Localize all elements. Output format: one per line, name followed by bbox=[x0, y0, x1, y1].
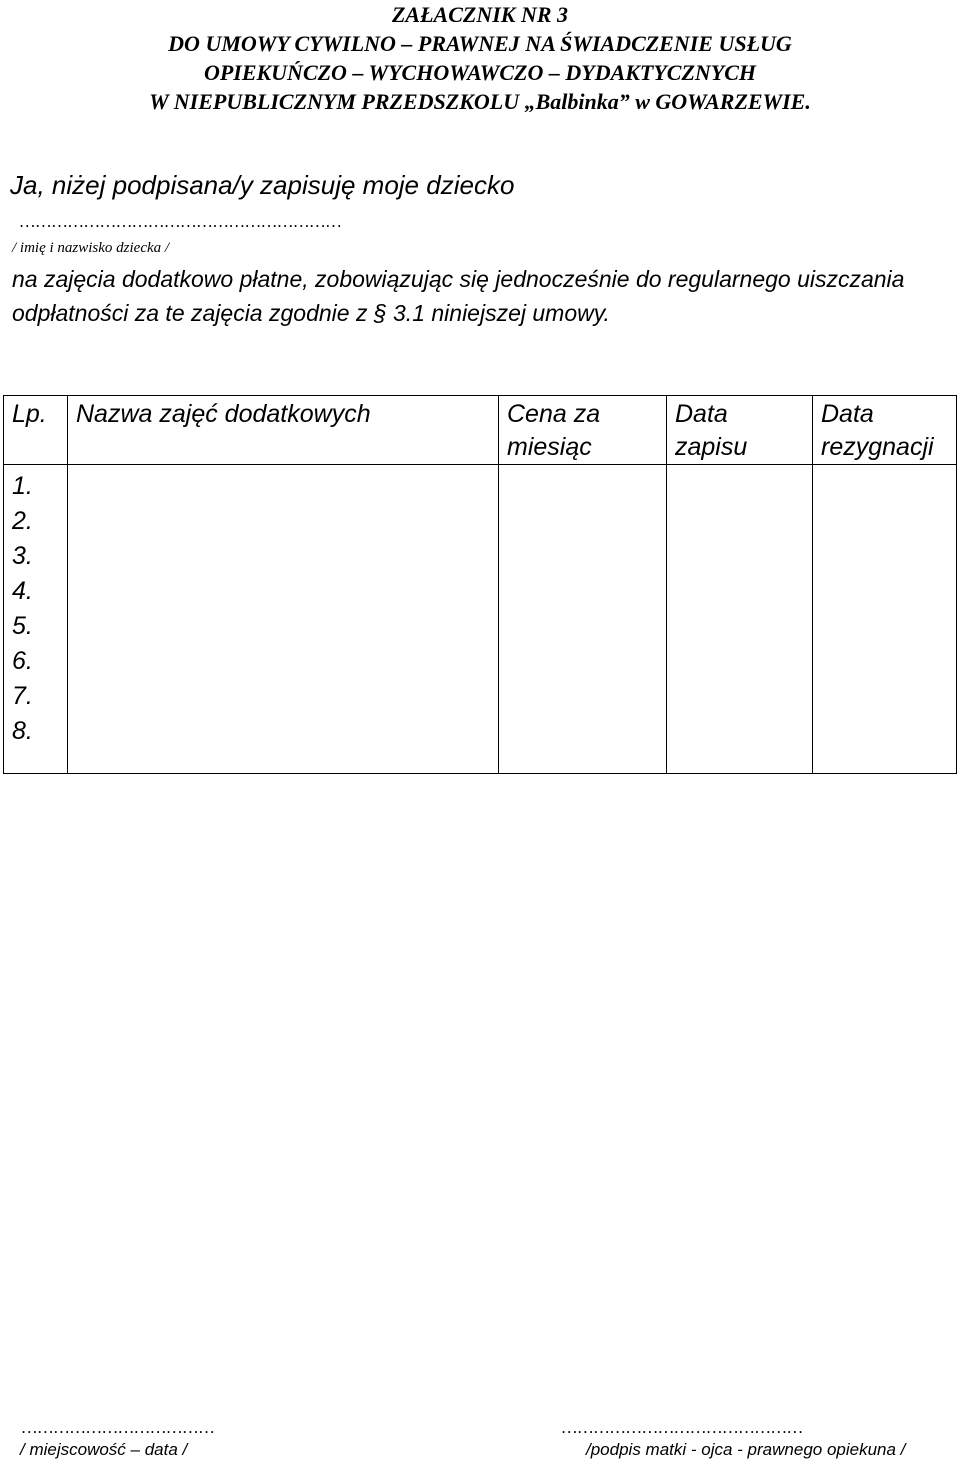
child-name-field[interactable]: …………………………………………………… bbox=[20, 212, 343, 231]
child-name-caption: / imię i nazwisko dziecka / bbox=[12, 240, 170, 256]
contract-title-line-2: OPIEKUŃCZO – WYCHOWAWCZO – DYDAKTYCZNYCH bbox=[203, 60, 757, 85]
payment-obligation-text: na zajęcia dodatkowo płatne, zobowiązując się jednocześnie do regularnego uiszczania odpłatności za te zajęcia zgodnie z § 3.1 niniejszej umowy. bbox=[12, 266, 905, 326]
row-number: 2. bbox=[12, 507, 33, 535]
row-numbers-cell bbox=[4, 465, 68, 774]
row-number: 6. bbox=[12, 647, 33, 675]
header-resignation-date: Data rezygnacji bbox=[813, 396, 957, 465]
activity-name-cell[interactable] bbox=[68, 465, 499, 774]
monthly-price-cell[interactable] bbox=[499, 465, 667, 774]
table-row bbox=[4, 465, 957, 774]
annex-title: ZAŁACZNIK NR 3 bbox=[391, 2, 569, 27]
table-header-row bbox=[4, 396, 957, 465]
enrollment-date-cell[interactable] bbox=[667, 465, 813, 774]
contract-title-line-1: DO UMOWY CYWILNO – PRAWNEJ NA ŚWIADCZENIE USŁUG bbox=[168, 31, 792, 56]
header-lp: Lp. bbox=[4, 396, 68, 465]
row-number: 5. bbox=[12, 612, 33, 640]
contract-title-line-3: W NIEPUBLICZNYM PRZEDSZKOLU „Balbinka” w GOWARZEWIE. bbox=[149, 89, 811, 114]
guardian-signature-caption: /podpis matki - ojca - prawnego opiekuna / bbox=[586, 1440, 906, 1459]
header-activity-name: Nazwa zajęć dodatkowych bbox=[68, 396, 499, 465]
place-date-caption: / miejscowość – data / bbox=[20, 1440, 188, 1459]
header-enrollment-date: Data zapisu bbox=[667, 396, 813, 465]
enrollment-intro: Ja, niżej podpisana/y zapisuję moje dziecko bbox=[10, 170, 515, 200]
resignation-date-cell[interactable] bbox=[813, 465, 957, 774]
row-number: 7. bbox=[12, 682, 33, 710]
row-number: 3. bbox=[12, 542, 33, 570]
row-number: 8. bbox=[12, 717, 33, 745]
guardian-signature-field[interactable]: ……………………………………… bbox=[562, 1418, 804, 1437]
place-date-field[interactable]: ……………………………… bbox=[22, 1418, 216, 1437]
activities-table bbox=[3, 395, 957, 774]
header-monthly-price: Cena za miesiąc bbox=[499, 396, 667, 465]
row-number: 1. bbox=[12, 472, 33, 500]
row-number: 4. bbox=[12, 577, 33, 605]
